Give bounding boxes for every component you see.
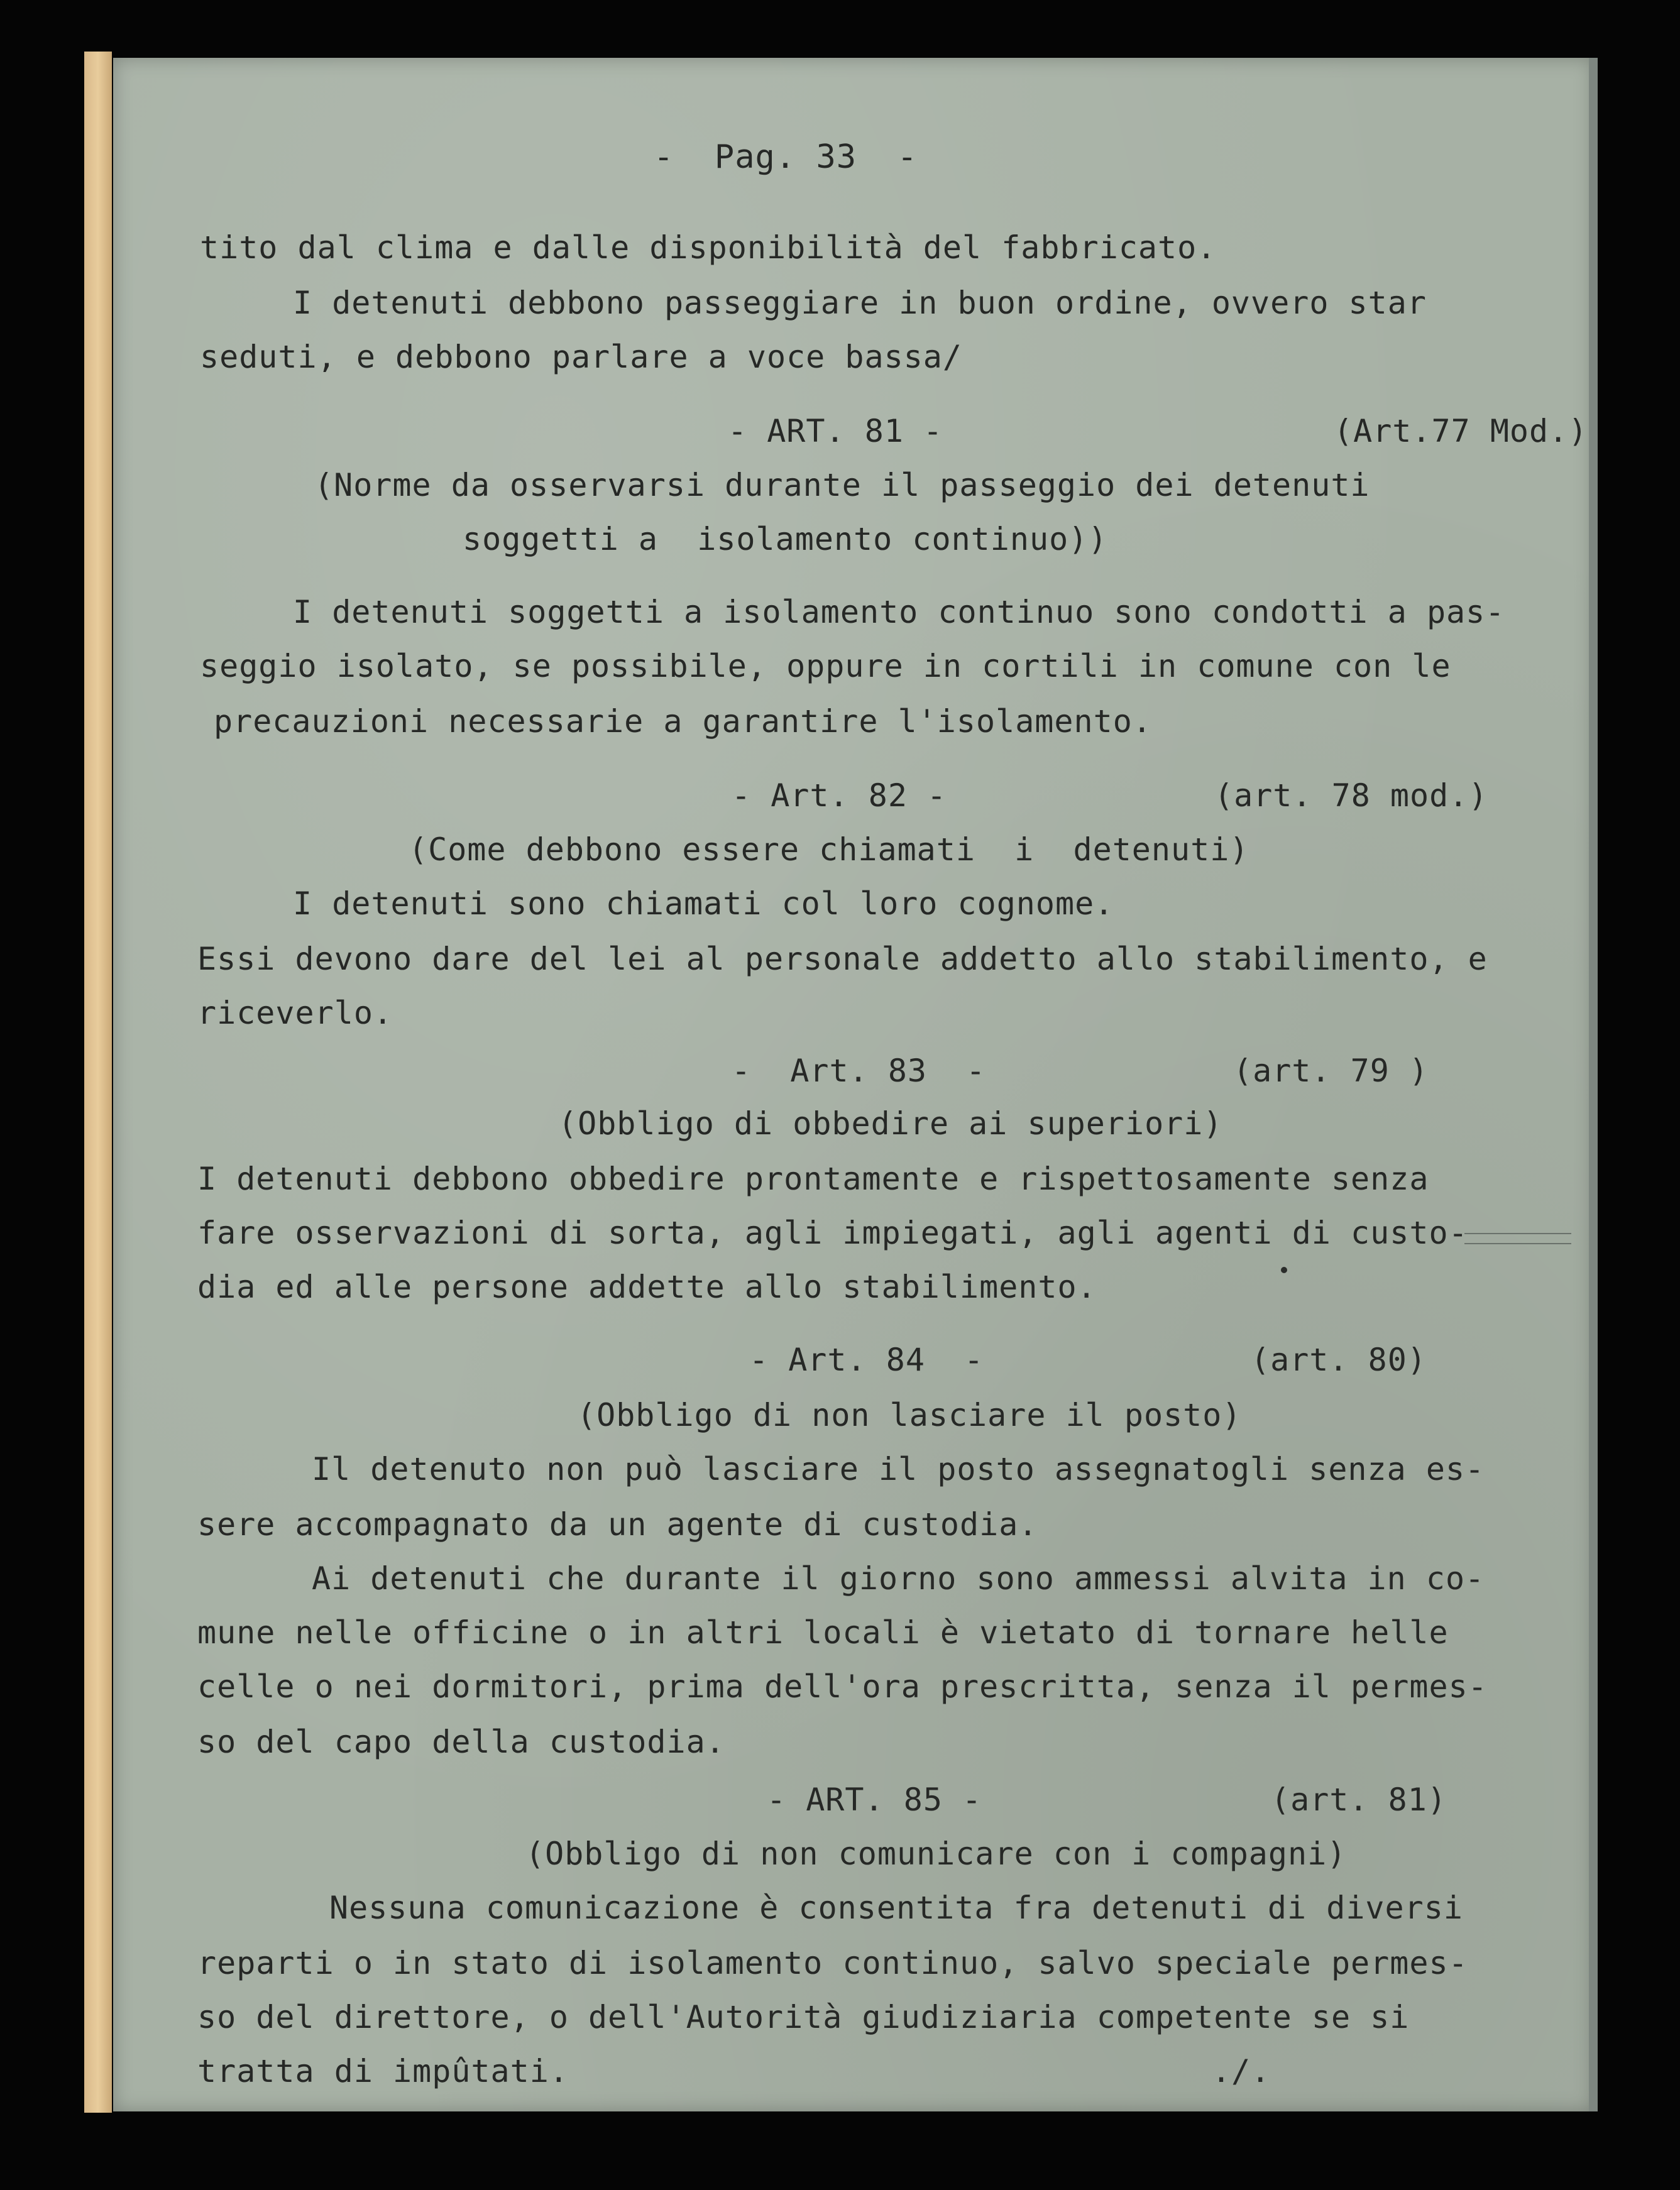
- article-subtitle: soggetti a isolamento continuo)): [463, 521, 1108, 557]
- page-number-header: - Pag. 33 -: [654, 138, 918, 176]
- continuation-mark: ./.: [1212, 2053, 1271, 2089]
- article-subtitle: (Obbligo di non lasciare il posto): [577, 1397, 1242, 1433]
- text-line: I detenuti soggetti a isolamento continuo sono condotti a pas-: [293, 594, 1505, 630]
- text-line: Nessuna comunicazione è consentita fra detenuti di diversi: [329, 1890, 1463, 1926]
- article-heading: - Art. 83 -: [732, 1053, 986, 1089]
- article-reference: (art. 79 ): [1233, 1053, 1429, 1089]
- page-left-edge: [84, 52, 112, 2113]
- text-line: reparti o in stato di isolamento continuo, salvo speciale permes-: [197, 1945, 1468, 1981]
- text-line: tito dal clima e dalle disponibilità del fabbricato.: [200, 229, 1217, 266]
- ink-dot: [1281, 1267, 1287, 1273]
- text-line: Ai detenuti che durante il giorno sono ammessi alvita in co-: [312, 1560, 1485, 1597]
- text-line: riceverlo.: [197, 995, 393, 1031]
- text-line: I detenuti debbono passeggiare in buon ordine, ovvero star: [293, 285, 1427, 321]
- text-line: tratta di impûtati.: [197, 2053, 569, 2089]
- article-heading: - Art. 84 -: [749, 1342, 984, 1378]
- text-line: precauzioni necessarie a garantire l'isolamento.: [214, 703, 1152, 740]
- article-heading: - ART. 81 -: [728, 413, 943, 449]
- text-line: Essi devono dare del lei al personale addetto allo stabilimento, e: [197, 941, 1488, 977]
- text-line: seduti, e debbono parlare a voce bassa/: [200, 339, 962, 375]
- text-line: celle o nei dormitori, prima dell'ora prescritta, senza il permes-: [197, 1668, 1488, 1705]
- text-line: Il detenuto non può lasciare il posto assegnatogli senza es-: [312, 1451, 1485, 1487]
- article-subtitle: (Norme da osservarsi durante il passeggio dei detenuti: [314, 467, 1370, 503]
- article-subtitle: (Obbligo di obbedire ai superiori): [558, 1105, 1223, 1142]
- article-reference: (art. 81): [1271, 1782, 1447, 1818]
- article-heading: - Art. 82 -: [732, 777, 947, 814]
- article-reference: (art. 80): [1251, 1342, 1427, 1378]
- article-reference: (art. 78 mod.): [1214, 777, 1488, 814]
- scan-artifact: [1464, 1233, 1571, 1244]
- page-right-rim: [1589, 58, 1598, 2111]
- text-line: seggio isolato, se possibile, oppure in cortili in comune con le: [200, 648, 1451, 684]
- text-line: dia ed alle persone addette allo stabilimento.: [197, 1269, 1097, 1305]
- text-line: mune nelle officine o in altri locali è vietato di tornare helle: [197, 1614, 1449, 1651]
- article-reference: (Art.77 Mod.): [1334, 413, 1588, 449]
- text-line: sere accompagnato da un agente di custodia.: [197, 1506, 1038, 1543]
- article-subtitle: (Come debbono essere chiamati i detenuti): [409, 831, 1249, 868]
- text-line: I detenuti debbono obbedire prontamente e rispettosamente senza: [197, 1161, 1429, 1197]
- text-line: fare osservazioni di sorta, agli impiegati, agli agenti di custo-: [197, 1215, 1468, 1251]
- article-subtitle: (Obbligo di non comunicare con i compagni): [525, 1836, 1347, 1872]
- text-line: I detenuti sono chiamati col loro cognome.: [293, 885, 1114, 922]
- article-heading: - ART. 85 -: [767, 1782, 982, 1818]
- text-line: so del capo della custodia.: [197, 1724, 725, 1760]
- text-line: so del direttore, o dell'Autorità giudiziaria competente se si: [197, 1999, 1410, 2035]
